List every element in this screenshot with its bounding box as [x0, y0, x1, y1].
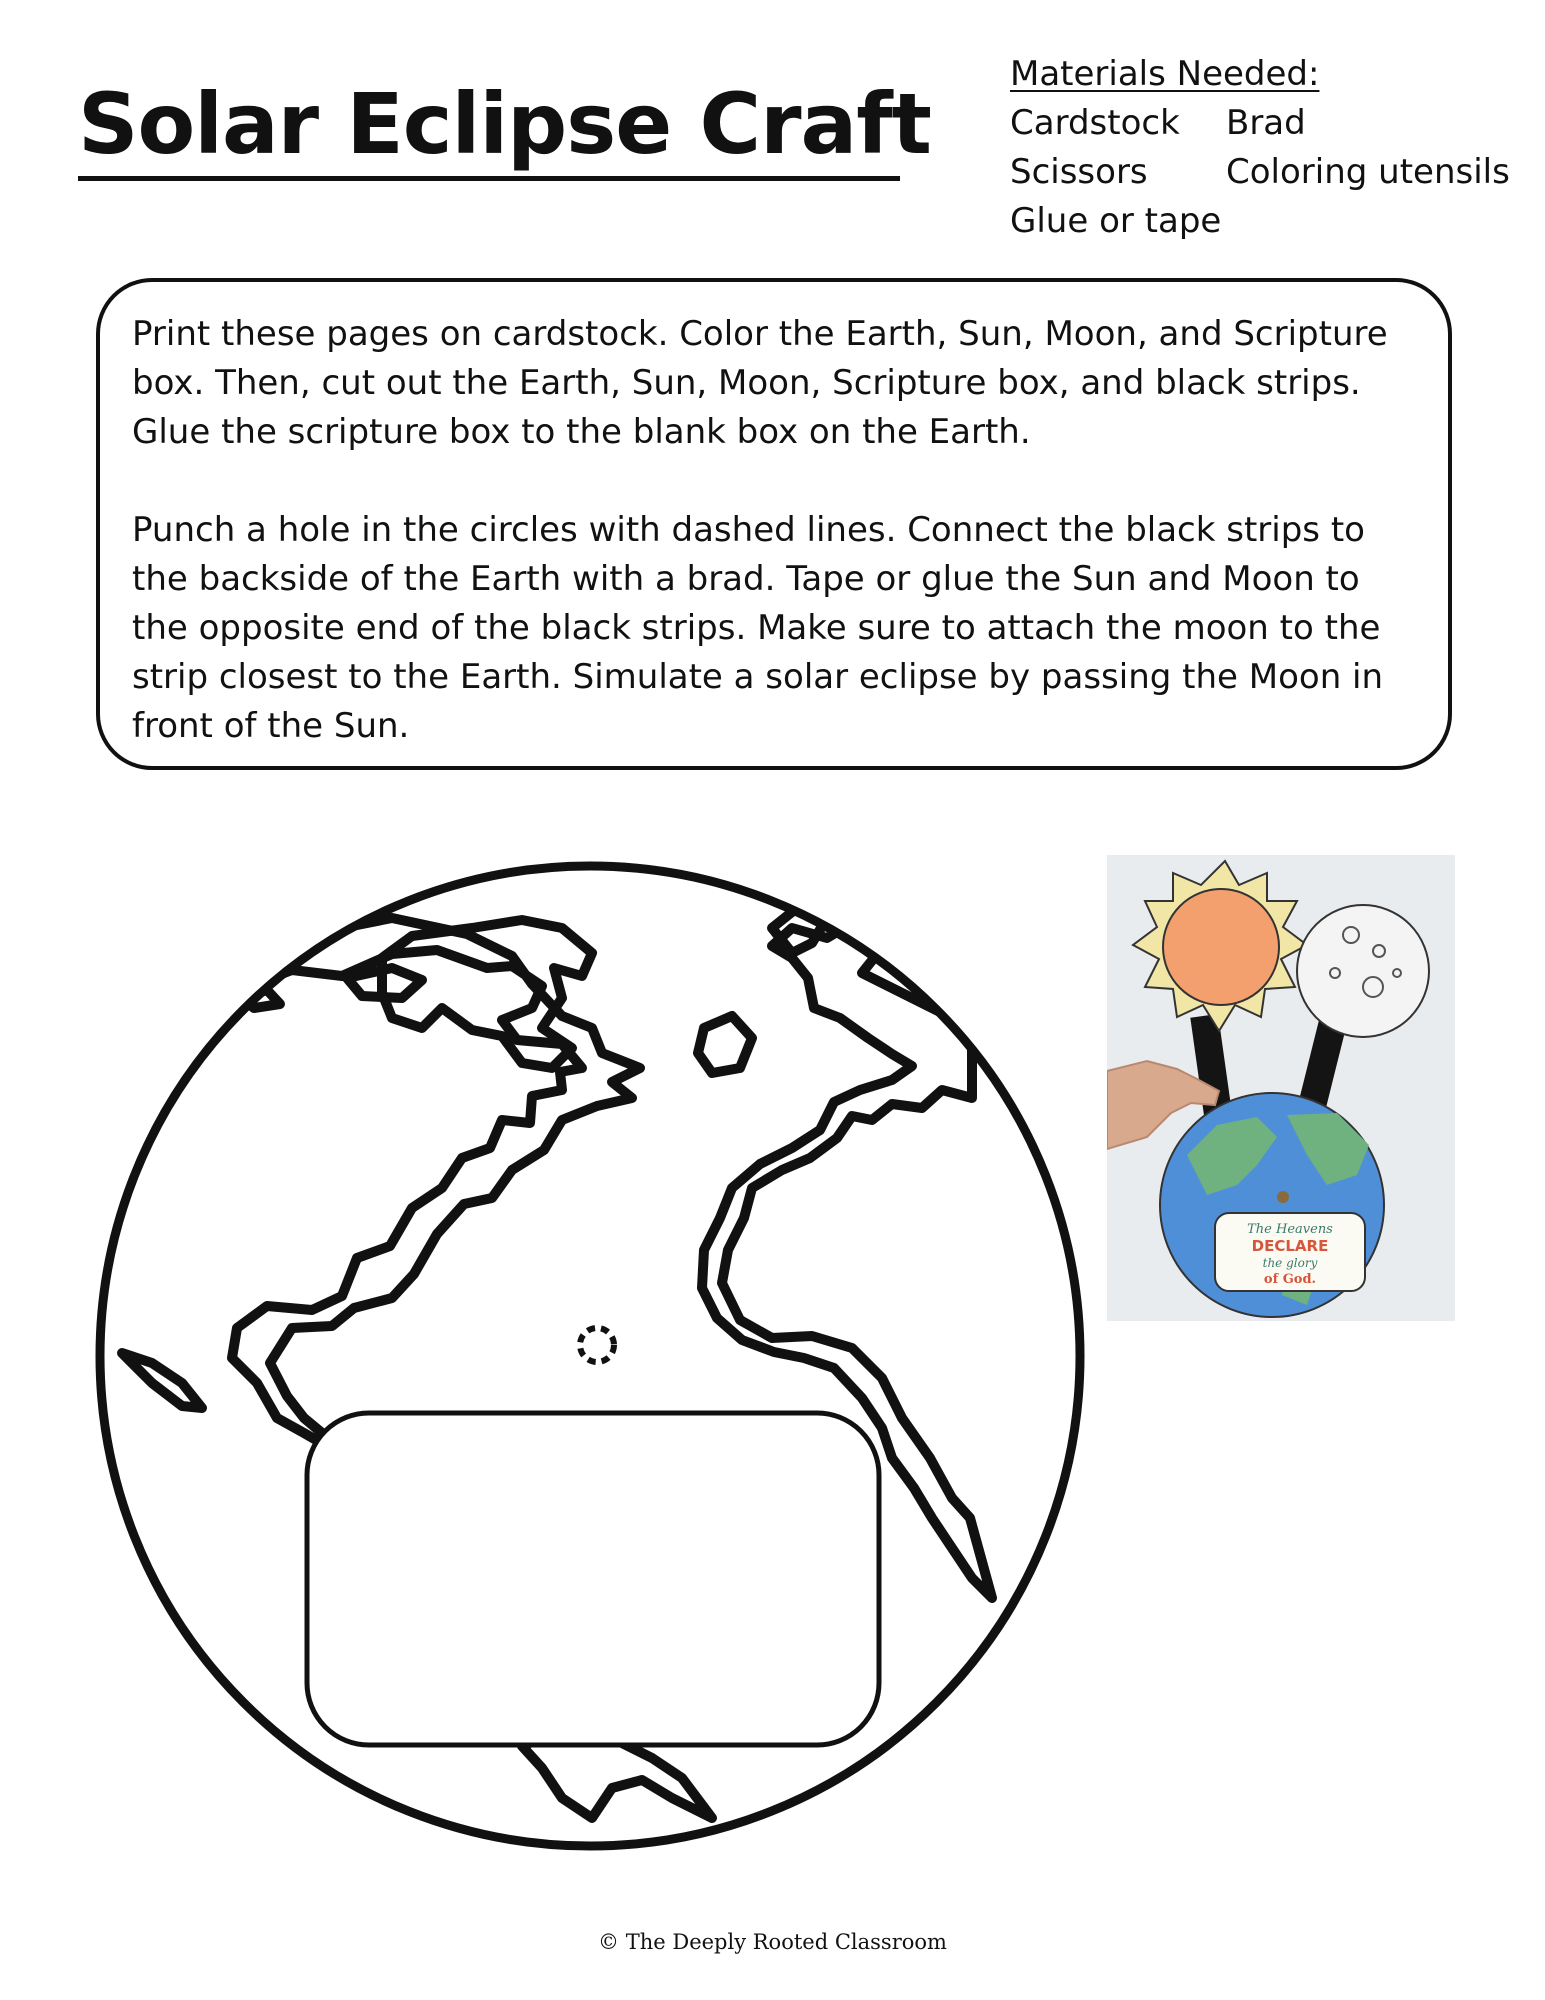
instructions-paragraph: Print these pages on cardstock. Color the Earth, Sun, Moon, and Scripture box. Then, cut out the Earth, Sun, Moon, Scripture box, and black strips. Glue the scripture box to the blank box on the Earth.: [132, 314, 1388, 452]
earth-cutout: [92, 858, 1088, 1854]
photo-scripture-line: of God.: [1263, 1272, 1317, 1287]
material-item: Coloring utensils: [1226, 152, 1510, 192]
scripture-blank-box: [307, 1413, 879, 1745]
instructions-box: [96, 278, 1452, 770]
page-title: Solar Eclipse Craft: [78, 75, 931, 173]
footer-copyright: © The Deeply Rooted Classroom: [598, 1930, 947, 1954]
photo-scripture-line: The Heavens: [1247, 1222, 1333, 1237]
materials-list: [1010, 50, 1530, 246]
punch-hole-circle: [580, 1328, 614, 1362]
island-cuba: [122, 1353, 202, 1408]
photo-earth: [1160, 1093, 1384, 1317]
title-underline: [78, 176, 900, 181]
material-item: Brad: [1226, 103, 1306, 143]
photo-scripture-line: the glory: [1262, 1256, 1318, 1270]
materials-grid: [1010, 99, 1530, 246]
photo-scripture-line: DECLARE: [1251, 1237, 1329, 1255]
instructions-paragraph: Punch a hole in the circles with dashed lines. Connect the black strips to the backside of the Earth with a brad. Tape or glue the Sun and Moon to the opposite end of the black strips. Make sure to attach the moon to the strip closest to the Earth. Simulate a solar eclipse by passing the Moon in front of the Sun.: [132, 510, 1384, 746]
island-uk: [698, 1016, 752, 1073]
material-item: Scissors: [1010, 152, 1148, 192]
example-photo: [1107, 855, 1455, 1321]
material-item: Glue or tape: [1010, 201, 1222, 241]
materials-heading: Materials Needed:: [1010, 54, 1320, 94]
continent-north-america: [232, 918, 640, 1470]
photo-moon: [1297, 905, 1429, 1037]
material-item: Cardstock: [1010, 103, 1180, 143]
